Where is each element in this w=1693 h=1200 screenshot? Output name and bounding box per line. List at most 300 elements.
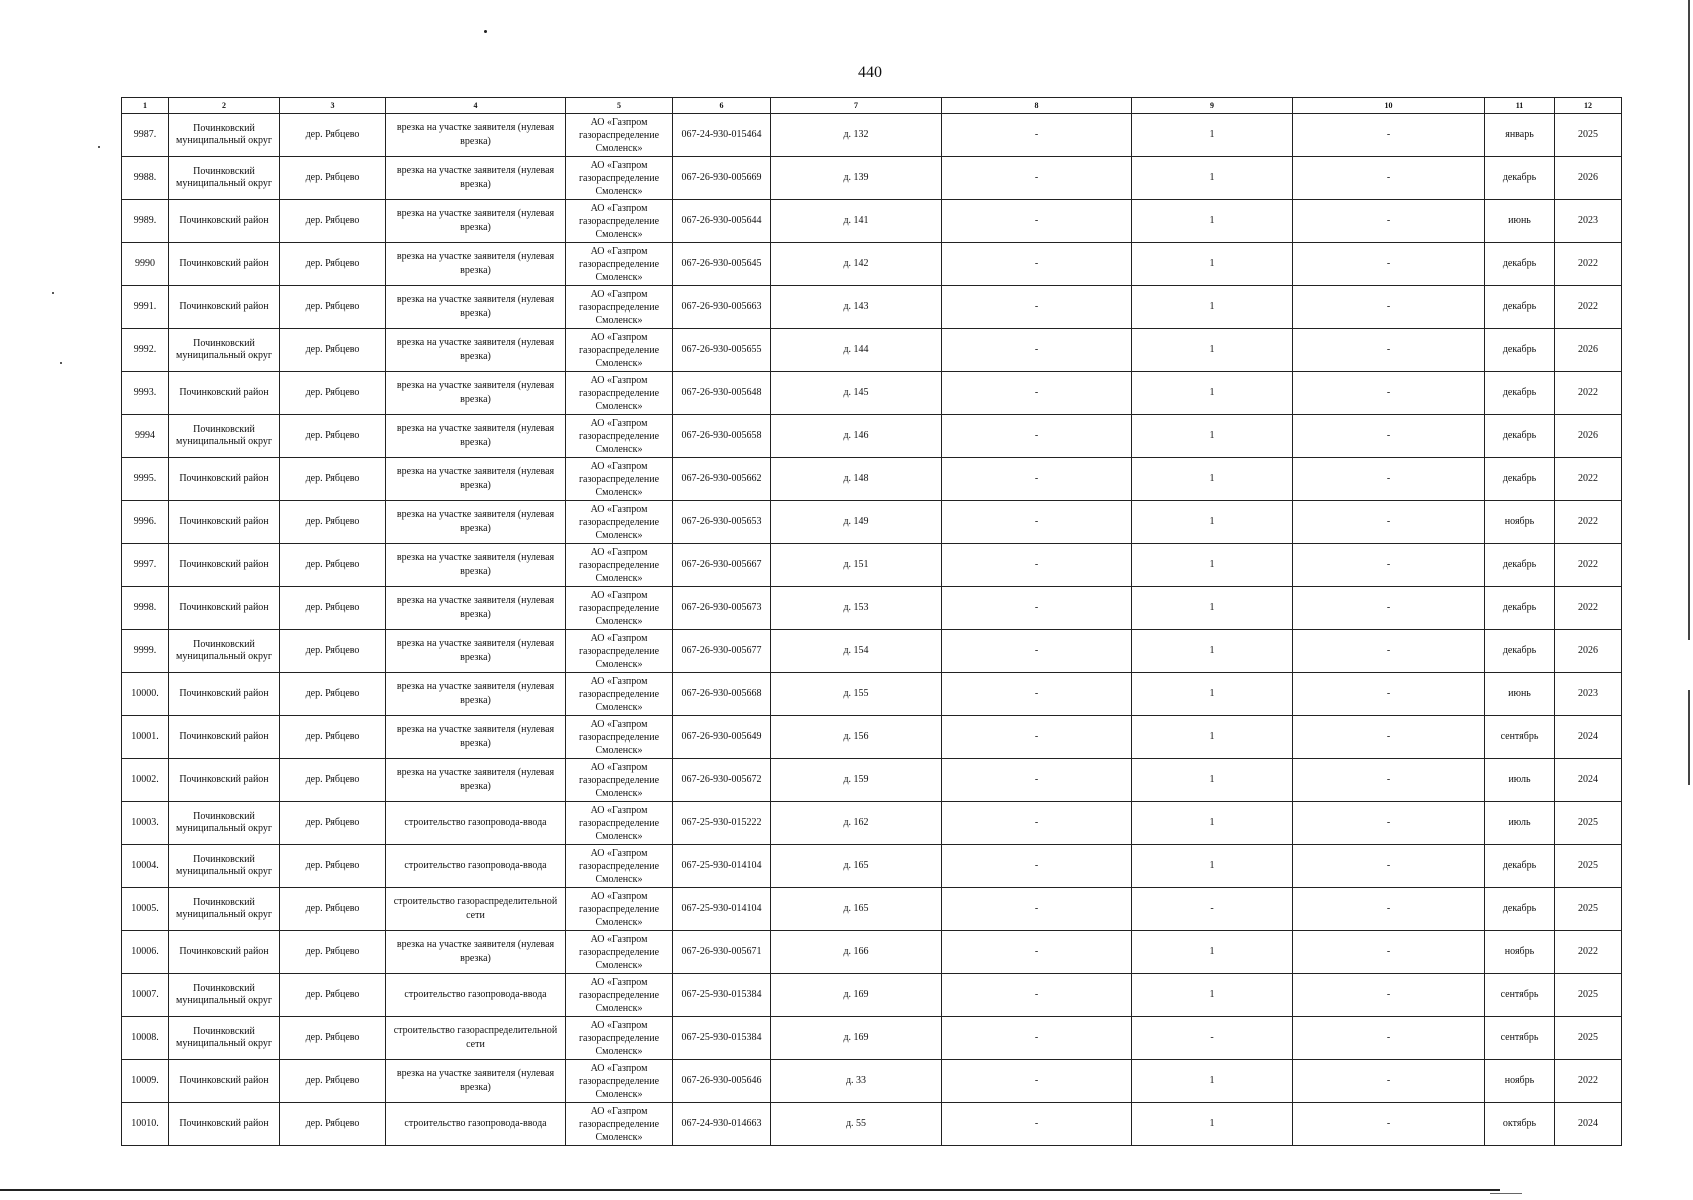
row-number: 10005. [122, 888, 169, 931]
locality-cell: дер. Рябцево [280, 1103, 386, 1146]
year-cell: 2025 [1555, 974, 1622, 1017]
owner-cell: АО «Газпром газораспределение Смоленск» [566, 544, 673, 587]
column-8-cell: - [942, 501, 1132, 544]
scan-edge-mark [1688, 0, 1690, 640]
owner-cell: АО «Газпром газораспределение Смоленск» [566, 243, 673, 286]
house-number-cell: д. 169 [771, 974, 942, 1017]
column-10-cell: - [1293, 802, 1485, 845]
column-8-cell: - [942, 157, 1132, 200]
district-cell: Починковский район [169, 458, 280, 501]
owner-cell: АО «Газпром газораспределение Смоленск» [566, 415, 673, 458]
work-type-cell: врезка на участке заявителя (нулевая врезка) [386, 501, 566, 544]
row-number: 9996. [122, 501, 169, 544]
object-code-cell: 067-26-930-005655 [673, 329, 771, 372]
column-number: 12 [1555, 98, 1622, 114]
column-10-cell: - [1293, 157, 1485, 200]
work-type-cell: строительство газопровода-ввода [386, 1103, 566, 1146]
table-row [122, 1017, 1622, 1060]
owner-cell: АО «Газпром газораспределение Смоленск» [566, 845, 673, 888]
table-row [122, 1103, 1622, 1146]
table-row [122, 759, 1622, 802]
district-cell: Починковский район [169, 501, 280, 544]
object-code-cell: 067-25-930-015384 [673, 1017, 771, 1060]
work-type-cell: врезка на участке заявителя (нулевая врезка) [386, 200, 566, 243]
object-code-cell: 067-26-930-005669 [673, 157, 771, 200]
bottom-rule [0, 1189, 1500, 1191]
month-cell: ноябрь [1485, 1060, 1555, 1103]
column-number: 9 [1132, 98, 1293, 114]
column-10-cell: - [1293, 759, 1485, 802]
year-cell: 2023 [1555, 200, 1622, 243]
year-cell: 2022 [1555, 286, 1622, 329]
district-cell: Починковский муниципальный округ [169, 845, 280, 888]
locality-cell: дер. Рябцево [280, 286, 386, 329]
house-number-cell: д. 154 [771, 630, 942, 673]
year-cell: 2026 [1555, 415, 1622, 458]
house-number-cell: д. 151 [771, 544, 942, 587]
scan-speck [60, 362, 62, 364]
month-cell: июль [1485, 802, 1555, 845]
column-number-row [122, 98, 1622, 114]
table-row [122, 673, 1622, 716]
house-number-cell: д. 145 [771, 372, 942, 415]
house-number-cell: д. 148 [771, 458, 942, 501]
month-cell: декабрь [1485, 329, 1555, 372]
house-number-cell: д. 153 [771, 587, 942, 630]
owner-cell: АО «Газпром газораспределение Смоленск» [566, 1060, 673, 1103]
locality-cell: дер. Рябцево [280, 931, 386, 974]
row-number: 10000. [122, 673, 169, 716]
column-10-cell: - [1293, 1103, 1485, 1146]
house-number-cell: д. 155 [771, 673, 942, 716]
month-cell: декабрь [1485, 157, 1555, 200]
owner-cell: АО «Газпром газораспределение Смоленск» [566, 458, 673, 501]
owner-cell: АО «Газпром газораспределение Смоленск» [566, 673, 673, 716]
column-10-cell: - [1293, 845, 1485, 888]
column-10-cell: - [1293, 888, 1485, 931]
row-number: 9995. [122, 458, 169, 501]
column-10-cell: - [1293, 974, 1485, 1017]
column-9-cell: 1 [1132, 802, 1293, 845]
column-10-cell: - [1293, 200, 1485, 243]
year-cell: 2025 [1555, 1017, 1622, 1060]
year-cell: 2026 [1555, 329, 1622, 372]
column-10-cell: - [1293, 931, 1485, 974]
table-row [122, 157, 1622, 200]
month-cell: декабрь [1485, 458, 1555, 501]
year-cell: 2022 [1555, 243, 1622, 286]
column-8-cell: - [942, 630, 1132, 673]
row-number: 9997. [122, 544, 169, 587]
column-10-cell: - [1293, 329, 1485, 372]
locality-cell: дер. Рябцево [280, 200, 386, 243]
month-cell: декабрь [1485, 888, 1555, 931]
row-number: 9988. [122, 157, 169, 200]
row-number: 10008. [122, 1017, 169, 1060]
row-number: 10004. [122, 845, 169, 888]
column-9-cell: - [1132, 888, 1293, 931]
column-9-cell: - [1132, 1017, 1293, 1060]
house-number-cell: д. 139 [771, 157, 942, 200]
locality-cell: дер. Рябцево [280, 1017, 386, 1060]
work-type-cell: строительство газопровода-ввода [386, 802, 566, 845]
column-8-cell: - [942, 673, 1132, 716]
house-number-cell: д. 146 [771, 415, 942, 458]
locality-cell: дер. Рябцево [280, 587, 386, 630]
object-code-cell: 067-26-930-005671 [673, 931, 771, 974]
column-8-cell: - [942, 200, 1132, 243]
scan-speck [52, 292, 54, 294]
house-number-cell: д. 159 [771, 759, 942, 802]
locality-cell: дер. Рябцево [280, 974, 386, 1017]
work-type-cell: врезка на участке заявителя (нулевая врезка) [386, 716, 566, 759]
column-8-cell: - [942, 1060, 1132, 1103]
month-cell: декабрь [1485, 630, 1555, 673]
locality-cell: дер. Рябцево [280, 372, 386, 415]
house-number-cell: д. 162 [771, 802, 942, 845]
column-8-cell: - [942, 802, 1132, 845]
column-9-cell: 1 [1132, 157, 1293, 200]
table-row [122, 372, 1622, 415]
table-row [122, 200, 1622, 243]
row-number: 10009. [122, 1060, 169, 1103]
district-cell: Починковский район [169, 243, 280, 286]
column-10-cell: - [1293, 1060, 1485, 1103]
owner-cell: АО «Газпром газораспределение Смоленск» [566, 888, 673, 931]
row-number: 10002. [122, 759, 169, 802]
column-9-cell: 1 [1132, 458, 1293, 501]
year-cell: 2022 [1555, 501, 1622, 544]
row-number: 9989. [122, 200, 169, 243]
month-cell: январь [1485, 114, 1555, 157]
column-10-cell: - [1293, 501, 1485, 544]
column-10-cell: - [1293, 415, 1485, 458]
owner-cell: АО «Газпром газораспределение Смоленск» [566, 1103, 673, 1146]
table-row [122, 329, 1622, 372]
owner-cell: АО «Газпром газораспределение Смоленск» [566, 329, 673, 372]
owner-cell: АО «Газпром газораспределение Смоленск» [566, 372, 673, 415]
locality-cell: дер. Рябцево [280, 329, 386, 372]
column-9-cell: 1 [1132, 587, 1293, 630]
column-9-cell: 1 [1132, 673, 1293, 716]
month-cell: июнь [1485, 200, 1555, 243]
column-9-cell: 1 [1132, 845, 1293, 888]
column-8-cell: - [942, 587, 1132, 630]
column-8-cell: - [942, 974, 1132, 1017]
locality-cell: дер. Рябцево [280, 630, 386, 673]
registry-table-wrap [121, 97, 1621, 1146]
table-row [122, 286, 1622, 329]
locality-cell: дер. Рябцево [280, 802, 386, 845]
page-number: 440 [858, 64, 882, 81]
house-number-cell: д. 33 [771, 1060, 942, 1103]
district-cell: Починковский муниципальный округ [169, 888, 280, 931]
year-cell: 2025 [1555, 845, 1622, 888]
owner-cell: АО «Газпром газораспределение Смоленск» [566, 501, 673, 544]
month-cell: сентябрь [1485, 1017, 1555, 1060]
object-code-cell: 067-26-930-005644 [673, 200, 771, 243]
column-8-cell: - [942, 888, 1132, 931]
work-type-cell: врезка на участке заявителя (нулевая врезка) [386, 286, 566, 329]
owner-cell: АО «Газпром газораспределение Смоленск» [566, 200, 673, 243]
owner-cell: АО «Газпром газораспределение Смоленск» [566, 974, 673, 1017]
district-cell: Починковский муниципальный округ [169, 415, 280, 458]
month-cell: декабрь [1485, 415, 1555, 458]
table-row [122, 243, 1622, 286]
owner-cell: АО «Газпром газораспределение Смоленск» [566, 931, 673, 974]
district-cell: Починковский район [169, 931, 280, 974]
scan-speck [484, 30, 487, 33]
object-code-cell: 067-26-930-005662 [673, 458, 771, 501]
row-number: 9998. [122, 587, 169, 630]
scan-speck [98, 146, 100, 148]
object-code-cell: 067-24-930-014663 [673, 1103, 771, 1146]
locality-cell: дер. Рябцево [280, 243, 386, 286]
column-8-cell: - [942, 544, 1132, 587]
district-cell: Починковский район [169, 759, 280, 802]
year-cell: 2025 [1555, 802, 1622, 845]
column-9-cell: 1 [1132, 931, 1293, 974]
district-cell: Починковский муниципальный округ [169, 630, 280, 673]
table-row [122, 501, 1622, 544]
object-code-cell: 067-26-930-005667 [673, 544, 771, 587]
table-row [122, 802, 1622, 845]
row-number: 9987. [122, 114, 169, 157]
column-8-cell: - [942, 243, 1132, 286]
work-type-cell: врезка на участке заявителя (нулевая врезка) [386, 243, 566, 286]
column-10-cell: - [1293, 673, 1485, 716]
year-cell: 2026 [1555, 157, 1622, 200]
work-type-cell: врезка на участке заявителя (нулевая врезка) [386, 157, 566, 200]
object-code-cell: 067-25-930-014104 [673, 888, 771, 931]
table-row [122, 845, 1622, 888]
month-cell: декабрь [1485, 286, 1555, 329]
district-cell: Починковский муниципальный округ [169, 329, 280, 372]
row-number: 10010. [122, 1103, 169, 1146]
district-cell: Починковский район [169, 673, 280, 716]
table-row [122, 888, 1622, 931]
owner-cell: АО «Газпром газораспределение Смоленск» [566, 716, 673, 759]
locality-cell: дер. Рябцево [280, 458, 386, 501]
district-cell: Починковский район [169, 200, 280, 243]
district-cell: Починковский муниципальный округ [169, 114, 280, 157]
column-10-cell: - [1293, 544, 1485, 587]
column-number: 11 [1485, 98, 1555, 114]
owner-cell: АО «Газпром газораспределение Смоленск» [566, 802, 673, 845]
column-number: 2 [169, 98, 280, 114]
table-row [122, 114, 1622, 157]
work-type-cell: врезка на участке заявителя (нулевая врезка) [386, 458, 566, 501]
district-cell: Починковский муниципальный округ [169, 974, 280, 1017]
object-code-cell: 067-25-930-014104 [673, 845, 771, 888]
year-cell: 2026 [1555, 630, 1622, 673]
column-number: 10 [1293, 98, 1485, 114]
work-type-cell: врезка на участке заявителя (нулевая врезка) [386, 673, 566, 716]
month-cell: ноябрь [1485, 501, 1555, 544]
column-8-cell: - [942, 1017, 1132, 1060]
table-row [122, 630, 1622, 673]
owner-cell: АО «Газпром газораспределение Смоленск» [566, 759, 673, 802]
year-cell: 2022 [1555, 931, 1622, 974]
row-number: 9991. [122, 286, 169, 329]
registry-table [121, 97, 1622, 1146]
object-code-cell: 067-26-930-005645 [673, 243, 771, 286]
house-number-cell: д. 149 [771, 501, 942, 544]
object-code-cell: 067-25-930-015384 [673, 974, 771, 1017]
work-type-cell: врезка на участке заявителя (нулевая врезка) [386, 114, 566, 157]
district-cell: Починковский район [169, 544, 280, 587]
house-number-cell: д. 166 [771, 931, 942, 974]
district-cell: Починковский район [169, 372, 280, 415]
row-number: 9992. [122, 329, 169, 372]
month-cell: сентябрь [1485, 974, 1555, 1017]
column-9-cell: 1 [1132, 759, 1293, 802]
column-9-cell: 1 [1132, 114, 1293, 157]
table-row [122, 1060, 1622, 1103]
column-9-cell: 1 [1132, 974, 1293, 1017]
owner-cell: АО «Газпром газораспределение Смоленск» [566, 286, 673, 329]
column-8-cell: - [942, 759, 1132, 802]
locality-cell: дер. Рябцево [280, 888, 386, 931]
object-code-cell: 067-25-930-015222 [673, 802, 771, 845]
column-10-cell: - [1293, 114, 1485, 157]
column-8-cell: - [942, 329, 1132, 372]
work-type-cell: врезка на участке заявителя (нулевая врезка) [386, 759, 566, 802]
column-10-cell: - [1293, 243, 1485, 286]
object-code-cell: 067-26-930-005672 [673, 759, 771, 802]
object-code-cell: 067-26-930-005663 [673, 286, 771, 329]
column-8-cell: - [942, 716, 1132, 759]
district-cell: Починковский район [169, 1103, 280, 1146]
table-row [122, 716, 1622, 759]
row-number: 9999. [122, 630, 169, 673]
work-type-cell: врезка на участке заявителя (нулевая врезка) [386, 372, 566, 415]
row-number: 10006. [122, 931, 169, 974]
owner-cell: АО «Газпром газораспределение Смоленск» [566, 157, 673, 200]
column-number: 1 [122, 98, 169, 114]
work-type-cell: врезка на участке заявителя (нулевая врезка) [386, 329, 566, 372]
row-number: 10007. [122, 974, 169, 1017]
column-8-cell: - [942, 845, 1132, 888]
column-8-cell: - [942, 931, 1132, 974]
locality-cell: дер. Рябцево [280, 845, 386, 888]
column-9-cell: 1 [1132, 630, 1293, 673]
house-number-cell: д. 156 [771, 716, 942, 759]
row-number: 9994 [122, 415, 169, 458]
year-cell: 2024 [1555, 716, 1622, 759]
month-cell: сентябрь [1485, 716, 1555, 759]
work-type-cell: врезка на участке заявителя (нулевая врезка) [386, 1060, 566, 1103]
column-10-cell: - [1293, 630, 1485, 673]
object-code-cell: 067-26-930-005648 [673, 372, 771, 415]
work-type-cell: строительство газопровода-ввода [386, 845, 566, 888]
month-cell: октябрь [1485, 1103, 1555, 1146]
column-8-cell: - [942, 415, 1132, 458]
year-cell: 2024 [1555, 1103, 1622, 1146]
house-number-cell: д. 165 [771, 845, 942, 888]
month-cell: декабрь [1485, 587, 1555, 630]
locality-cell: дер. Рябцево [280, 415, 386, 458]
column-10-cell: - [1293, 1017, 1485, 1060]
house-number-cell: д. 132 [771, 114, 942, 157]
locality-cell: дер. Рябцево [280, 759, 386, 802]
year-cell: 2022 [1555, 372, 1622, 415]
district-cell: Починковский район [169, 1060, 280, 1103]
column-9-cell: 1 [1132, 286, 1293, 329]
scan-edge-mark [1688, 690, 1690, 785]
district-cell: Починковский муниципальный округ [169, 157, 280, 200]
house-number-cell: д. 143 [771, 286, 942, 329]
locality-cell: дер. Рябцево [280, 157, 386, 200]
column-9-cell: 1 [1132, 1103, 1293, 1146]
table-row [122, 974, 1622, 1017]
locality-cell: дер. Рябцево [280, 1060, 386, 1103]
owner-cell: АО «Газпром газораспределение Смоленск» [566, 630, 673, 673]
column-9-cell: 1 [1132, 372, 1293, 415]
locality-cell: дер. Рябцево [280, 544, 386, 587]
month-cell: декабрь [1485, 372, 1555, 415]
column-8-cell: - [942, 458, 1132, 501]
row-number: 9990 [122, 243, 169, 286]
table-body [122, 114, 1622, 1146]
column-10-cell: - [1293, 716, 1485, 759]
column-9-cell: 1 [1132, 243, 1293, 286]
locality-cell: дер. Рябцево [280, 501, 386, 544]
year-cell: 2023 [1555, 673, 1622, 716]
owner-cell: АО «Газпром газораспределение Смоленск» [566, 587, 673, 630]
column-10-cell: - [1293, 286, 1485, 329]
column-number: 3 [280, 98, 386, 114]
object-code-cell: 067-26-930-005673 [673, 587, 771, 630]
locality-cell: дер. Рябцево [280, 716, 386, 759]
bottom-rule-short [1490, 1193, 1522, 1194]
object-code-cell: 067-26-930-005658 [673, 415, 771, 458]
column-8-cell: - [942, 372, 1132, 415]
column-10-cell: - [1293, 372, 1485, 415]
month-cell: июнь [1485, 673, 1555, 716]
column-9-cell: 1 [1132, 415, 1293, 458]
column-9-cell: 1 [1132, 329, 1293, 372]
house-number-cell: д. 144 [771, 329, 942, 372]
district-cell: Починковский муниципальный округ [169, 802, 280, 845]
object-code-cell: 067-26-930-005677 [673, 630, 771, 673]
column-8-cell: - [942, 114, 1132, 157]
house-number-cell: д. 55 [771, 1103, 942, 1146]
table-row [122, 458, 1622, 501]
column-number: 6 [673, 98, 771, 114]
month-cell: июль [1485, 759, 1555, 802]
column-9-cell: 1 [1132, 200, 1293, 243]
object-code-cell: 067-26-930-005668 [673, 673, 771, 716]
work-type-cell: врезка на участке заявителя (нулевая врезка) [386, 630, 566, 673]
column-9-cell: 1 [1132, 716, 1293, 759]
table-row [122, 587, 1622, 630]
object-code-cell: 067-26-930-005649 [673, 716, 771, 759]
column-9-cell: 1 [1132, 544, 1293, 587]
owner-cell: АО «Газпром газораспределение Смоленск» [566, 114, 673, 157]
year-cell: 2022 [1555, 1060, 1622, 1103]
district-cell: Починковский район [169, 286, 280, 329]
work-type-cell: строительство газораспределительной сети [386, 888, 566, 931]
table-row [122, 544, 1622, 587]
table-row [122, 931, 1622, 974]
column-number: 5 [566, 98, 673, 114]
row-number: 9993. [122, 372, 169, 415]
work-type-cell: врезка на участке заявителя (нулевая врезка) [386, 544, 566, 587]
locality-cell: дер. Рябцево [280, 673, 386, 716]
month-cell: декабрь [1485, 544, 1555, 587]
month-cell: декабрь [1485, 845, 1555, 888]
